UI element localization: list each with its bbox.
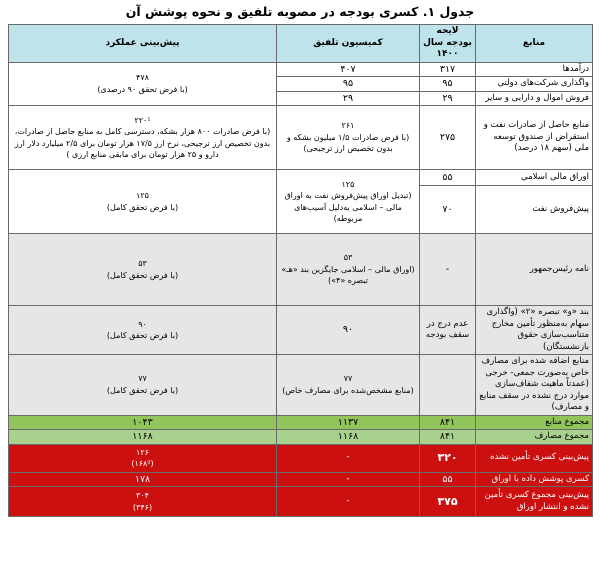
- row-bill: [420, 355, 476, 416]
- row-commission: -: [277, 444, 420, 472]
- row-performance: [9, 355, 277, 416]
- table-row: [9, 62, 593, 77]
- perf-value: ۷۷: [138, 374, 147, 384]
- row-bill: عدم درج در سقف بودجه: [420, 306, 476, 355]
- row-commission: ۹۵: [277, 77, 420, 92]
- row-commission: -: [277, 472, 420, 487]
- perf-value: ۱۲۶: [136, 447, 149, 457]
- commission-note: (منابع مشخص‌شده برای مصارف خاص): [282, 385, 414, 395]
- row-performance: [9, 234, 277, 306]
- perf-value: ۱۲۵: [136, 191, 149, 200]
- row-commission: ۲۹: [277, 91, 420, 106]
- row-source: منابع حاصل از صادرات نفت و استقراض از صندوق توسعه ملی (سهم ۱۸ درصد): [476, 106, 593, 170]
- commission-value: ۲۶۱: [341, 121, 355, 131]
- row-source: اوراق مالی اسلامی: [476, 170, 593, 186]
- row-bill: ۹۵: [420, 77, 476, 92]
- row-commission: ۹۰: [277, 306, 420, 355]
- commission-note: (با فرض صادرات ۱/۵ میلیون بشکه و بدون تخصیص ارز ترجیحی): [286, 132, 410, 154]
- row-commission: ۱۱۶۸: [277, 430, 420, 445]
- row-source: نامه رئیس‌جمهور: [476, 234, 593, 306]
- covered-row: [9, 472, 593, 487]
- sum-expenses-row: [9, 430, 593, 445]
- perf-note: (با فرض تحقق کامل): [106, 270, 179, 280]
- perf-note: (با فرض صادرات ۸۰۰ هزار بشکه، دسترسی کامل به منابع حاصل از صادرات، بدون تخصیص ارز ترجیحی، نرخ ارز ۱۷/۵ هزار تومان برای ۲/۵ میلیارد دلار ارز دارو و ۲۵ هزار تومان برای مابقی منابع ارزی ): [14, 127, 271, 159]
- perf-value: ۵۳: [138, 259, 147, 268]
- row-performance: [9, 444, 277, 472]
- row-commission: [277, 234, 420, 306]
- perf-note: (۱۶۸²): [131, 459, 154, 468]
- row-bill: ۳۷۵: [420, 487, 476, 517]
- row-commission: ۴۰۷: [277, 62, 420, 77]
- header-commission: کمیسیون تلفیق: [277, 25, 420, 63]
- deficit-row: [9, 444, 593, 472]
- row-performance: [9, 306, 277, 355]
- row-source: پیش‌فروش نفت: [476, 186, 593, 234]
- row-source: بند «و» تبصره «۲» (واگذاری سهام به‌منظور تأمین مخارج متناسب‌سازی حقوق بازنشستگان): [476, 306, 593, 355]
- perf-value: ۹۰: [138, 319, 147, 329]
- perf-note: (با فرض تحقق کامل): [106, 202, 179, 212]
- row-bill: ۸۴۱: [420, 430, 476, 445]
- row-source: منابع اضافه شده برای مصارف خاص به‌صورت جمعی- خرجی (عمدتاً ماهیت شفاف‌سازی موارد درج نشده در سقف منابع و مصارف): [476, 355, 593, 416]
- table-row: [9, 234, 593, 306]
- row-commission: [277, 355, 420, 416]
- row-bill: ۵۵: [420, 472, 476, 487]
- commission-note: (اوراق مالی – اسلامی جایگزین بند «هـ» تبصره «۴»): [281, 264, 415, 286]
- header-row: [9, 25, 593, 63]
- perf-value: ۴۷۸: [136, 73, 149, 83]
- perf-note: (با فرض تحقق کامل): [106, 331, 179, 340]
- commission-value: ۵۳: [343, 253, 353, 263]
- row-performance: ۱۰۴۳: [9, 415, 277, 430]
- budget-table: [8, 24, 593, 517]
- table-title: جدول ۱. کسری بودجه در مصوبه تلفیق و نحوه پوشش آن: [125, 4, 475, 19]
- row-source: مجموع منابع: [476, 415, 593, 430]
- row-source: کسری پوشش داده با اوراق: [476, 472, 593, 487]
- row-bill: ۳۱۷: [420, 62, 476, 77]
- row-source: مجموع مصارف: [476, 430, 593, 445]
- row-performance: [9, 170, 277, 234]
- row-bill: ۲۷۵: [420, 106, 476, 170]
- header-source: منابع: [476, 25, 593, 63]
- row-bill: ۳۲۰: [420, 444, 476, 472]
- row-commission: -: [277, 487, 420, 517]
- commission-value: ۷۷: [343, 374, 353, 384]
- row-bill: ۵۵: [420, 170, 476, 186]
- row-performance: [9, 487, 277, 517]
- row-source: پیش‌بینی کسری تأمین نشده: [476, 444, 593, 472]
- row-bill: ۲۹: [420, 91, 476, 106]
- row-source: فروش اموال و دارایی و سایر: [476, 91, 593, 106]
- perf-value: ۲۲۰¹: [134, 115, 151, 125]
- sum-sources-row: [9, 415, 593, 430]
- table-row: [9, 170, 593, 186]
- header-bill: لایحه بودجه سال ۱۴۰۰: [420, 25, 476, 63]
- row-source: پیش‌بینی مجموع کسری تأمین نشده و انتشار اوراق: [476, 487, 593, 517]
- row-commission: [277, 106, 420, 170]
- perf-note: (با فرض تحقق کامل): [106, 385, 179, 395]
- commission-note: (تبدیل اوراق پیش‌فروش نفت به اوراق مالی – اسلامی به‌دلیل آسیب‌های مربوطه): [284, 191, 412, 223]
- perf-note: (با فرض تحقق ۹۰ درصدی): [97, 84, 188, 94]
- perf-value: ۳۰۴: [136, 491, 149, 500]
- row-commission: ۱۱۳۷: [277, 415, 420, 430]
- row-commission: [277, 170, 420, 234]
- table-row: [9, 355, 593, 416]
- total-deficit-row: [9, 487, 593, 517]
- row-bill: ۷۰: [420, 186, 476, 234]
- table-row: [9, 106, 593, 170]
- row-source: درآمدها: [476, 62, 593, 77]
- table-row: [9, 306, 593, 355]
- row-performance: [9, 62, 277, 106]
- header-performance: پیش‌بینی عملکرد: [9, 25, 277, 63]
- perf-note: (۳۴۶): [132, 502, 153, 512]
- row-bill: -: [420, 234, 476, 306]
- row-source: واگذاری شرکت‌های دولتی: [476, 77, 593, 92]
- row-performance: ۱۱۶۸: [9, 430, 277, 445]
- row-bill: ۸۴۱: [420, 415, 476, 430]
- commission-value: ۱۲۵: [341, 179, 355, 189]
- row-performance: ۱۷۸: [9, 472, 277, 487]
- row-performance: [9, 106, 277, 170]
